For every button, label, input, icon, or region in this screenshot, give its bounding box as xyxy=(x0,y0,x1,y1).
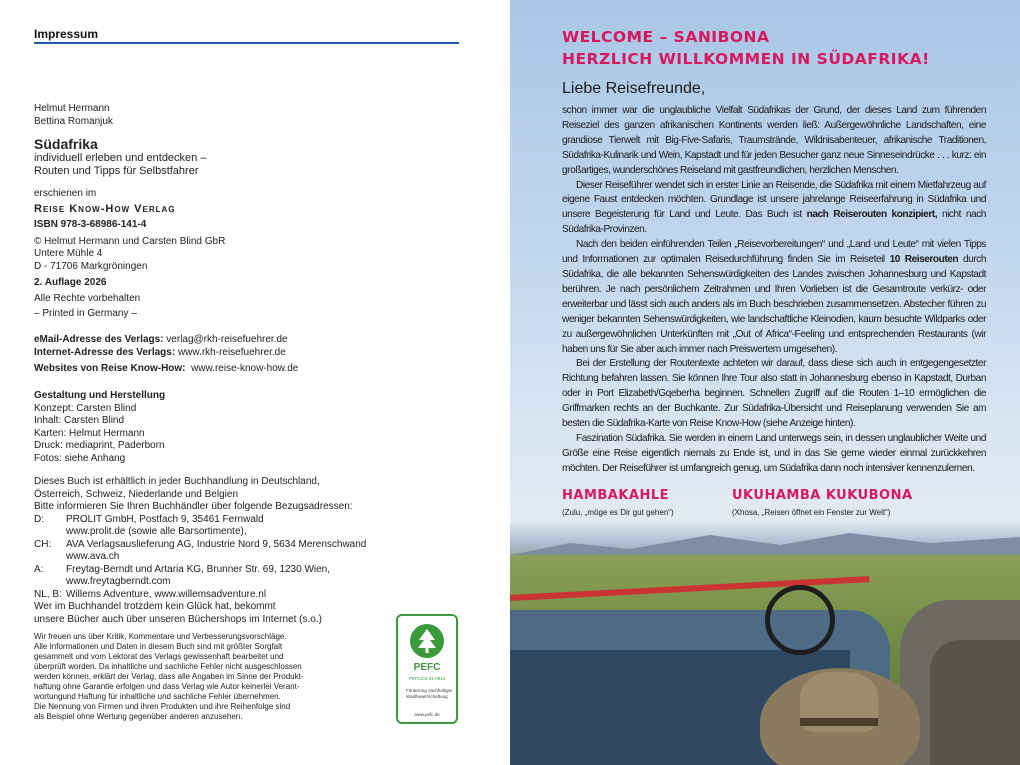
isbn: ISBN 978-3-68986-141-4 xyxy=(34,219,147,230)
pefc-badge xyxy=(396,614,458,724)
credit-photos: Fotos: siehe Anhang xyxy=(34,452,126,464)
address-line-1: Untere Mühle 4 xyxy=(34,248,103,259)
title-rule xyxy=(34,42,459,44)
headline-1: WELCOME – SANIBONA xyxy=(562,28,770,46)
closing-line-1: Wer im Buchhandel trotzdem kein Glück hat, bekommt xyxy=(34,601,276,612)
paragraph-3: Nach den beiden einführenden Teilen „Reisevorbereitungen“ und „Land und Leute“ mit vielen Tipps und Informationen zur optimalen Reisedurchführung finden Sie im Reiseteil 10 Reiserouten durch Südafrika, die alle bekannten Sehenswürdigkeiten des Landes zwischen Johannesburg und Kapstadt berühren. Je nach persönlichem Zeitrahmen und Ihren Vorlieben ist die Gesamtroute verkürz- oder erweiterbar und lässt sich auch anders als im Buch beschrieben zusammensetzen. Abstecher führen zu weniger bekannten Sehenswürdigkeiten, wie landschaftliche Kleinodien, kaum besuchte Wildparks oder zu außergewöhnlichen Unterkünften mit „Out of Africa“-Feeling und entsprechenden Restaurants (wir haben uns für Sie aber auch immer nach Preiswertem umgesehen). xyxy=(562,239,986,355)
distributor-d-url[interactable]: www.prolit.de (sowie alle Barsortimente), xyxy=(66,526,247,537)
internet-link[interactable]: www.rkh-reisefuehrer.de xyxy=(177,346,286,358)
rights: Alle Rechte vorbehalten xyxy=(34,292,141,304)
publisher-block xyxy=(34,188,225,321)
paragraph-2: Dieser Reiseführer wendet sich in erster Linie an Reisende, die Südafrika mit einem Mietfahrzeug auf eigene Faust entdecken möchten. Grundlage ist unsere jahrelange Reiseerfahrung in Südafrika und unsere Begeisterung für Land und Leute. Das Buch ist nach Reiserouten konzipiert, nicht nach Südafrika-Provinzen. xyxy=(562,179,986,236)
disclaimer: Wir freuen uns über Kritik, Kommentare und Verbesserungsvorschläge. Alle Informationen und Daten in diesem Buch sind mit größter Sorgfalt gesammelt und vom Lektorat des Verlags gewissenhaft bearbeitet und überprüft worden. Da inhaltliche und sachliche Fehler nicht ausgeschlossen werden können, erklärt der Verlag, dass alle Angaben im Sinne der Produkt- haftung ohne Garantie erfolgen und dass Verlag wie Autor keinerlei Verant- wortungund Haftung für inhaltliche und sachliche Fehler übernehmen. Die Nennung von Firmen und ihren Produkten und ihre Reihenfolge sind als Beispiel ohne Wertung gegenüber anderen anzusehen. xyxy=(34,632,304,721)
email-label: eMail-Adresse des Verlags: xyxy=(34,334,164,345)
vehicle-seat-back xyxy=(930,640,1020,765)
credits-block xyxy=(34,390,165,465)
distributor-ch-url[interactable]: www.ava.ch xyxy=(66,551,120,562)
credit-print: Druck: mediaprint, Paderborn xyxy=(34,440,165,451)
phrase-xhosa: UKUHAMBA KUKUBONA xyxy=(732,488,913,503)
address-line-2: D - 71706 Markgröningen xyxy=(34,260,148,272)
safari-hat-band xyxy=(800,718,878,726)
copyright: © Helmut Hermann und Carsten Blind GbR xyxy=(34,235,226,247)
credit-content: Inhalt: Carsten Blind xyxy=(34,415,125,426)
paragraph-5: Faszination Südafrika. Sie werden in einem Land unterwegs sein, in dessen unglaublicher Weite und Größe eine Reise eigentlich niemals zu Ende ist, und in das Sie gerne wieder einmal zurückkehren möchten. Der Reiseführer ist umfangreich genug, um Südafrika dann noch intensiver kennenzulernen. xyxy=(562,432,986,474)
availability-line-2: Österreich, Schweiz, Niederlande und Belgien xyxy=(34,488,238,500)
availability-line-1: Dieses Buch ist erhältlich in jeder Buchhandlung in Deutschland, xyxy=(34,476,320,487)
closing-line-2: unsere Bücher auch über unseren Büchershops im Internet (s.o.) xyxy=(34,613,322,625)
publisher-name: Reise Know-How Verlag xyxy=(34,202,176,215)
pefc-code: PEFC/04-31-0810 xyxy=(408,676,446,681)
phrase-zulu: HAMBAKAHLE xyxy=(562,488,670,503)
credit-maps: Karten: Helmut Hermann xyxy=(34,427,145,439)
printed-in: – Printed in Germany – xyxy=(34,308,137,319)
distributor-nl-b: NL, B: Willems Adventure, www.willemsadventure.nl xyxy=(34,588,267,600)
headline-2: HERZLICH WILLKOMMEN IN SÜDAFRIKA! xyxy=(562,50,930,68)
websites-label: Websites von Reise Know-How: xyxy=(34,363,186,374)
paragraph-4: Bei der Erstellung der Routentexte achteten wir darauf, dass diese sich auch in entgegengesetzter Richtung befahren lassen. Sie können Ihre Tour also statt in Johannesburg ebenso in Kapstadt, Durban oder in Port Elizabeth/Gqeberha beginnen. Schnellen Zugriff auf die Routen 1–10 ermöglichen die Griffmarken rechts an der Buchkante. Zur Südafrika-Übersicht und Reiseplanung verwenden Sie am besten die Südafrika-Karte von Reise Know-How (siehe Anzeige hinten). xyxy=(562,358,986,430)
phrase-xhosa-translation: (Xhosa, „Reisen öffnet ein Fenster zur Welt“) xyxy=(732,508,891,517)
greeting: Liebe Reisefreunde, xyxy=(562,80,706,97)
author-2: Bettina Romanjuk xyxy=(34,115,113,127)
book-subtitle-1: individuell erleben und entdecken – xyxy=(34,152,207,164)
availability-line-3: Bitte informieren Sie Ihren Buchhändler über folgende Bezugsadressen: xyxy=(34,501,353,512)
book-info xyxy=(34,136,206,178)
pefc-tree-icon xyxy=(410,624,444,658)
pefc-url: www.pefc.de xyxy=(414,712,440,717)
book-subtitle-2: Routen und Tipps für Selbstfahrer xyxy=(34,165,199,177)
availability-block xyxy=(34,476,366,626)
edition: 2. Auflage 2026 xyxy=(34,277,107,288)
author-1: Helmut Hermann xyxy=(34,103,110,114)
authors xyxy=(34,103,113,128)
email-link[interactable]: verlag@rkh-reisefuehrer.de xyxy=(166,334,288,345)
steering-wheel xyxy=(765,585,835,655)
websites-link[interactable]: www.reise-know-how.de xyxy=(191,363,299,374)
published-by-label: erschienen im xyxy=(34,188,97,199)
intro-text xyxy=(562,104,986,477)
phrase-zulu-translation: (Zulu, „möge es Dir gut gehen“) xyxy=(562,508,674,517)
distributor-d: D: PROLIT GmbH, Postfach 9, 35461 Fernwald xyxy=(34,513,264,525)
distributor-a: A: Freytag-Berndt und Artaria KG, Brunner Str. 69, 1230 Wien, xyxy=(34,563,331,575)
pefc-name: PEFC xyxy=(413,662,441,673)
contact-block xyxy=(34,334,298,376)
distributor-ch: CH: AVA Verlagsauslieferung AG, Industrie Nord 9, 5634 Merenschwand xyxy=(34,538,367,550)
book-title: Südafrika xyxy=(34,136,98,152)
paragraph-1: schon immer war die unglaubliche Vielfalt Südafrikas der Grund, der dieses Land zum führenden Reiseziel des ganzen afrikanischen Kontinents werden ließ: Außergewöhnliche Landschaften, eine grandiose Tierwelt mit Big-Five-Safaris, Traumstrände, Wildnisabenteuer, afrikanische Traditionen, Südafrika-Kulinarik und Wein, Kapstadt und für jeden Besucher ganz neue Sinneseindrücke . . . kurz: ein großartiges, wunderschönes Reiseland mit gastfreundlichen, herzlichen Menschen. xyxy=(562,105,986,176)
impressum-title: Impressum xyxy=(34,27,99,41)
internet-label: Internet-Adresse des Verlags: xyxy=(34,346,176,358)
right-page xyxy=(510,0,1020,765)
credit-concept: Konzept: Carsten Blind xyxy=(34,402,137,414)
pefc-note: Förderung nachhaltiger Waldbewirtschaftung xyxy=(406,688,453,699)
design-title: Gestaltung und Herstellung xyxy=(34,390,166,401)
distributor-a-url[interactable]: www.freytagberndt.com xyxy=(66,576,171,587)
